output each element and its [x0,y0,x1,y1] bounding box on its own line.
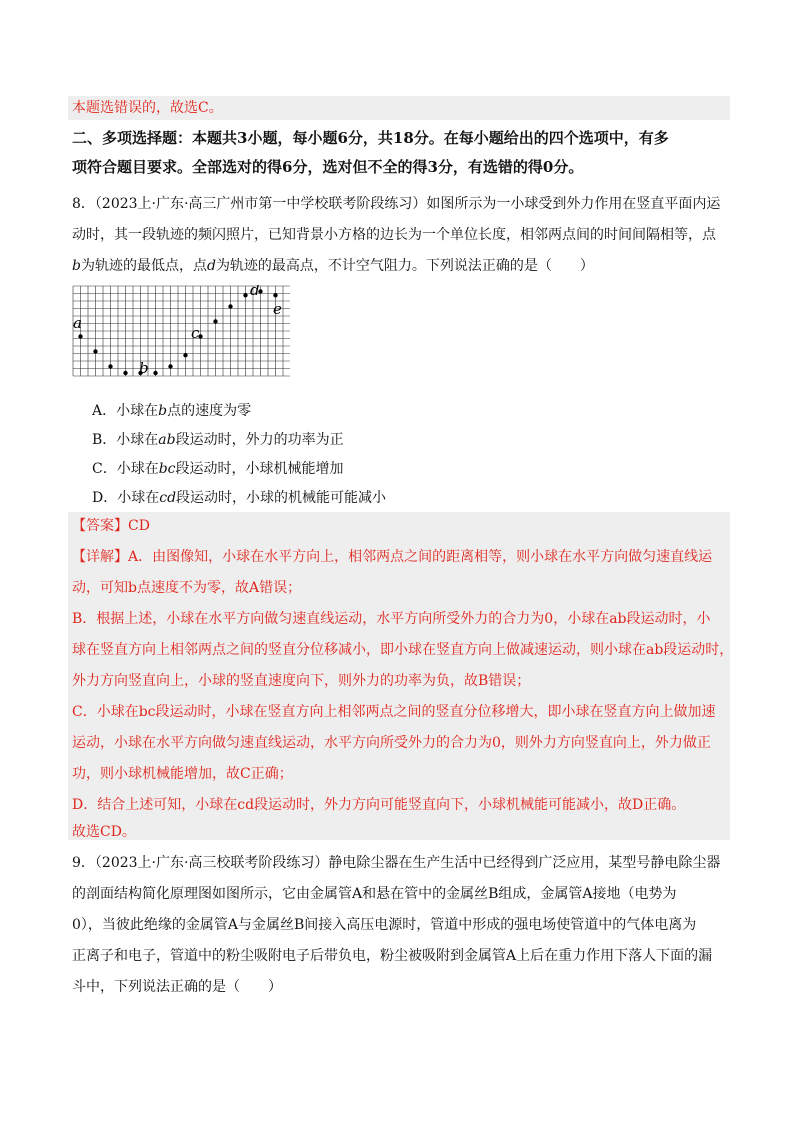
q8-detail-line-7: 运动，小球在水平方向做匀速直线运动，水平方向所受外力的合力为0，则外力方向竖直向上，外力做正 [72,735,711,751]
q8-var-b: b [72,258,81,274]
q8-option-d [92,487,386,507]
option-b-text: 段运动时，外力的功率为正 [175,432,344,448]
q9-stem-line-2: 的剖面结构简化原理图如图所示，它由金属管A和悬在管中的金属丝B组成，金属管A接地（电势为 [72,886,677,902]
q8-answer: 【答案】CD [72,518,150,534]
q8-detail-line-2: 动，可知b点速度不为零，故A错误； [72,580,302,596]
q8-stem-line-2: 动时，其一段轨迹的频闪照片，已知背景小方格的边长为一个单位长度，相邻两点间的时间间隔相等，点 [72,227,716,243]
q8-detail-line-9: D．结合上述可知，小球在cd段运动时，外力方向可能竖直向下，小球机械能可能减小，故D正确。 [72,797,686,813]
option-d-text: 段运动时，小球的机械能可能减小 [176,490,387,506]
point-label-c: c [191,324,200,342]
trajectory-point [153,371,157,375]
trajectory-point [108,364,112,368]
q9-stem-line-4: 正离子和电子，管道中的粉尘吸附电子后带负电，粉尘被吸附到金属管A上后在重力作用下落人下面的漏 [72,948,713,964]
option-a-prefix: A．小球在 [92,403,159,419]
point-label-b: b [139,359,149,377]
point-label-d: d [250,285,260,299]
q8-trajectory-figure [72,285,290,381]
trajectory-point [168,364,172,368]
section-header-line-1: 二、多项选择题：本题共3小题，每小题6分，共18分。在每小题给出的四个选项中，有多 [72,129,669,147]
option-d-prefix: D．小球在 [92,490,160,506]
q8-option-b [92,429,344,449]
q8-stem-text-b: 为轨迹的最高点，不计空气阻力。下列说法正确的是（ ） [215,258,594,274]
q8-detail-line-3: B．根据上述，小球在水平方向做匀速直线运动，水平方向所受外力的合力为0，小球在ab段运动时，小 [72,611,711,627]
trajectory-point [78,334,82,338]
q8-stem-line-1: 8．（2023上·广东·高三广州市第一中学校联考阶段练习）如图所示为一小球受到外力作用在竖直平面内运 [72,196,721,212]
q8-detail-line-5: 外力方向竖直向上，小球的竖直速度向下，则外力的功率为负，故B错误； [72,673,531,689]
q8-stem-line-3 [72,256,594,276]
q8-detail-line-10: 故选CD。 [72,824,136,840]
q8-detail-line-1: 【详解】A．由图像知，小球在水平方向上，相邻两点之间的距离相等，则小球在水平方向做匀速直线运 [72,549,713,565]
option-a-text: 点的速度为零 [167,403,252,419]
option-c-text: 段运动时，小球机械能增加 [175,461,344,477]
q9-stem-line-1: 9．（2023上·广东·高三校联考阶段练习）静电除尘器在生产生活中已经得到广泛应用，某型号静电除尘器 [72,855,721,871]
option-c-var: bc [158,461,176,477]
q8-option-a [92,400,251,420]
trajectory-point [93,349,97,353]
q8-var-d: d [206,258,216,274]
trajectory-grid [72,285,290,381]
option-a-var: b [158,403,168,419]
option-b-prefix: B．小球在 [92,432,159,448]
q9-stem-line-3: 0），当彼此绝缘的金属管A与金属丝B间接入高压电源时，管道中形成的强电场使管道中的气体电离为 [72,917,697,933]
q8-detail-line-8: 功，则小球机械能增加，故C正确； [72,766,293,782]
trajectory-point [123,371,127,375]
q9-stem-line-5: 斗中，下列说法正确的是（ ） [72,979,282,995]
option-d-var: cd [159,490,177,506]
trajectory-point [243,293,247,297]
option-b-var: ab [158,432,176,448]
option-c-prefix: C．小球在 [92,461,159,477]
point-label-e: e [273,300,282,318]
previous-answer-text: 本题选错误的，故选C。 [72,100,223,116]
q8-detail-line-4: 球在竖直方向上相邻两点之间的竖直分位移减小，即小球在竖直方向上做减速运动，则小球在ab段运动时， [72,642,734,658]
trajectory-point [273,293,277,297]
section-header-line-2: 项符合题目要求。全部选对的得6分，选对但不全的得3分，有选错的得0分。 [72,158,584,176]
q8-stem-text-a: 为轨迹的最低点，点 [80,258,207,274]
q8-option-c [92,458,344,478]
trajectory-point [183,353,187,357]
trajectory-point [228,304,232,308]
q8-detail-line-6: C．小球在bc段运动时，小球在竖直方向上相邻两点之间的竖直分位移增大，即小球在竖直方向上做加速 [72,704,716,720]
point-label-a: a [73,314,82,332]
trajectory-point [213,319,217,323]
